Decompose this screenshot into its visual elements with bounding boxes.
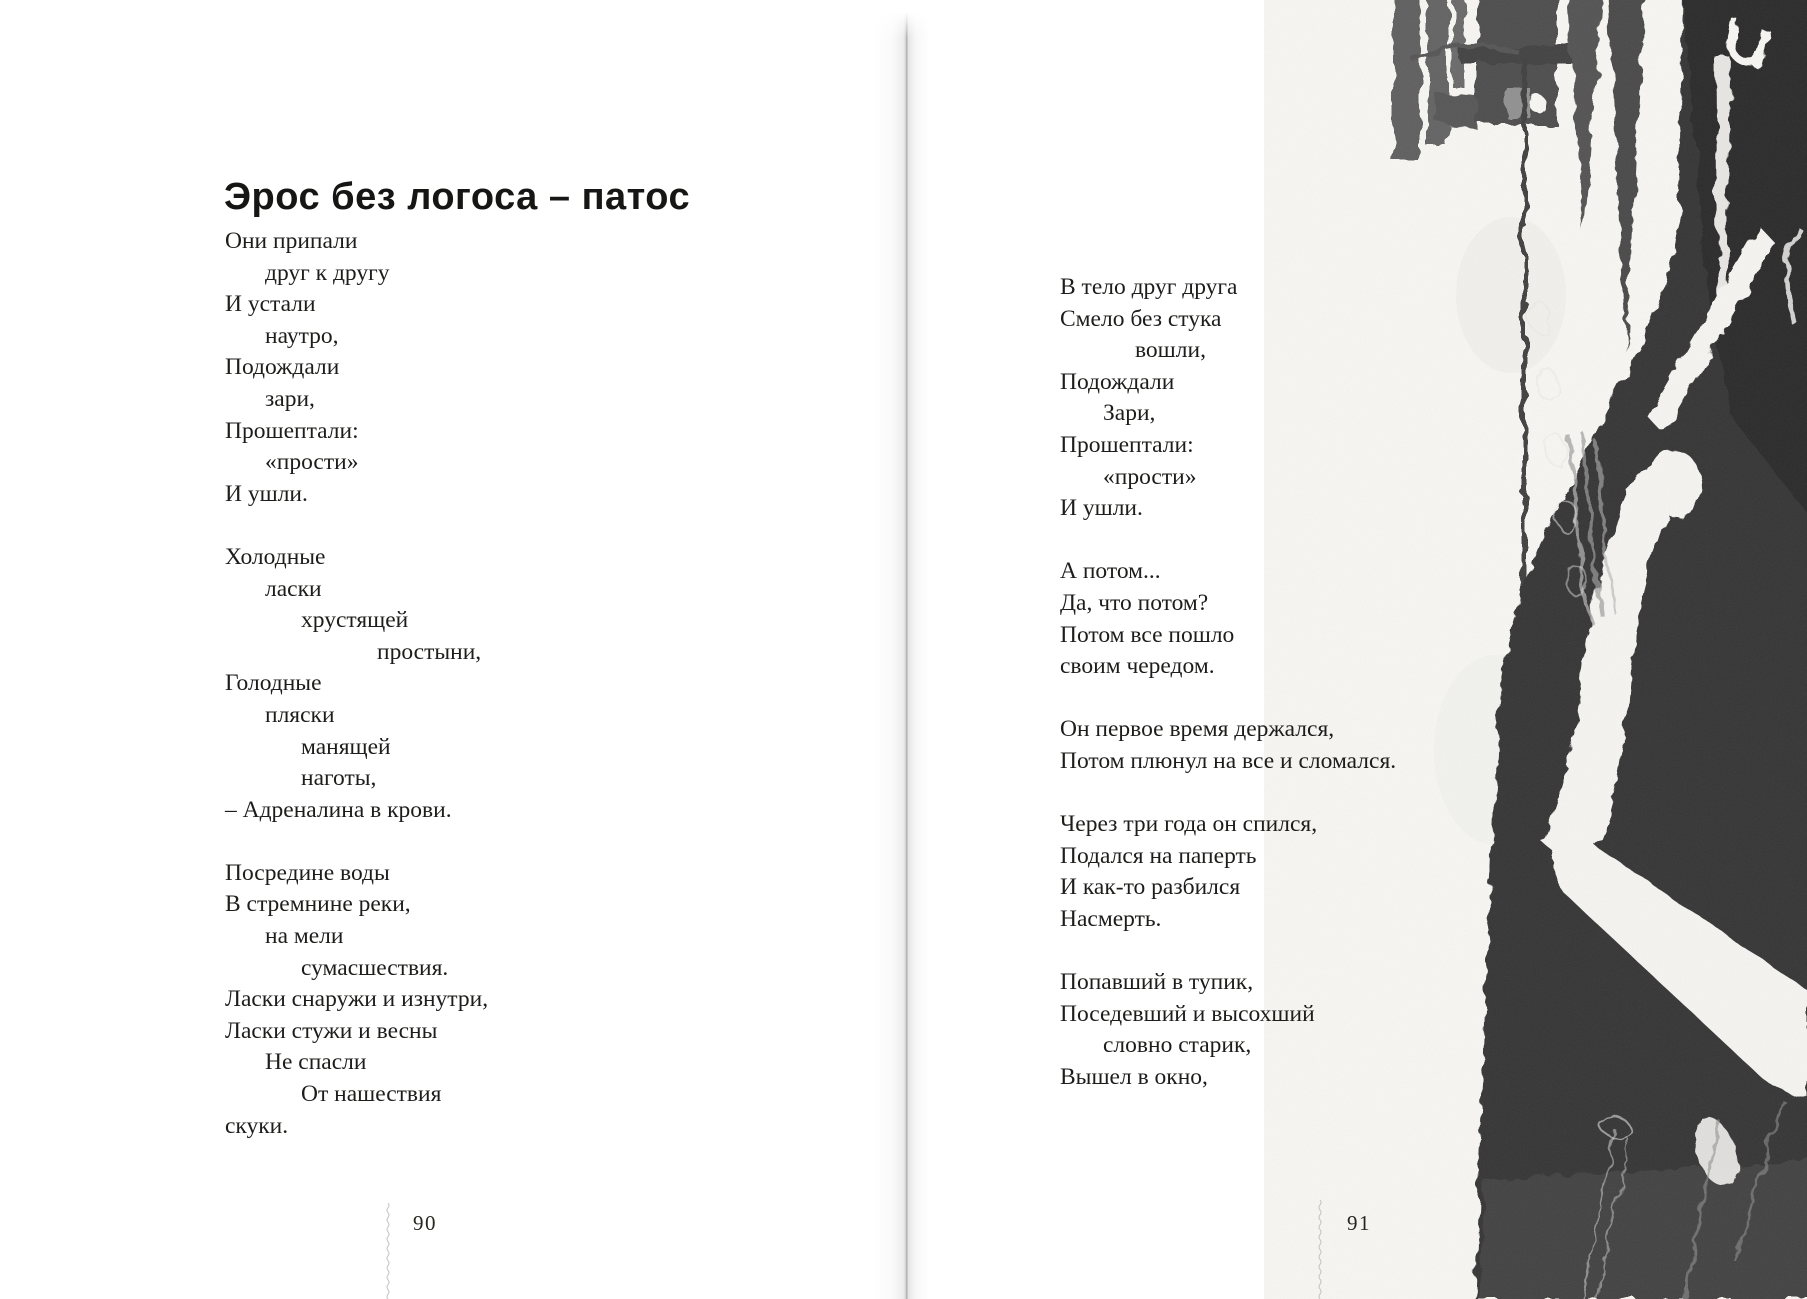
poem-stanza: [1060, 272, 1396, 525]
poem-line: А потом...: [1060, 558, 1161, 585]
poem-line: В стремнине реки,: [225, 891, 411, 918]
poem-line: Подождали: [225, 354, 340, 381]
poem-line: Поседевший и высохший: [1060, 1000, 1315, 1027]
poem-line: Вышел в окно,: [1060, 1063, 1208, 1090]
poem-line: И ушли.: [1060, 495, 1143, 522]
poem-line: «прости»: [1103, 463, 1197, 490]
poem-stanza: [1060, 809, 1396, 935]
poem-line: Зари,: [1103, 400, 1156, 427]
poem-line: вошли,: [1135, 337, 1206, 364]
poem-line: Он первое время держался,: [1060, 716, 1335, 743]
poem-line: сумасшествия.: [301, 954, 449, 981]
poem-line: Ласки стужи и весны: [225, 1017, 438, 1044]
poem-title: Эрос без логоса – патос: [224, 176, 691, 219]
poem-line: Ласки снаружи и изнутри,: [225, 986, 489, 1013]
poem-left-column: [225, 226, 488, 1142]
poem-line: манящей: [301, 733, 391, 760]
wavy-footer-mark-right: [1316, 1200, 1324, 1299]
poem-line: И ушли.: [225, 480, 308, 507]
poem-stanza: [225, 226, 488, 510]
poem-right-column: [1060, 272, 1396, 1093]
poem-line: словно старик,: [1103, 1032, 1252, 1059]
poem-line: «прости»: [265, 449, 359, 476]
poem-stanza: [1060, 714, 1396, 777]
poem-stanza: [1060, 556, 1396, 682]
poem-line: Не спасли: [265, 1049, 367, 1076]
poem-line: скуки.: [225, 1112, 289, 1139]
poem-line: Прошептали:: [225, 417, 359, 444]
poem-line: Попавший в тупик,: [1060, 969, 1254, 996]
poem-line: Подался на паперть: [1060, 842, 1257, 869]
poem-line: ласки: [265, 575, 322, 602]
poem-line: – Адреналина в крови.: [225, 796, 452, 823]
poem-line: пляски: [265, 701, 335, 728]
poem-line: наутро,: [265, 322, 339, 349]
poem-stanza: [225, 542, 488, 826]
book-gutter: [872, 12, 930, 1299]
poem-line: Через три года он спился,: [1060, 811, 1318, 838]
poem-line: В тело друг друга: [1060, 274, 1238, 300]
poem-stanza: [1060, 967, 1396, 1093]
wavy-footer-mark-left: [384, 1203, 392, 1299]
poem-line: Прошептали:: [1060, 431, 1194, 458]
poem-line: Да, что потом?: [1060, 589, 1209, 616]
poem-line: Они припали: [225, 228, 358, 254]
poem-line: наготы,: [301, 765, 377, 792]
poem-line: От нашествия: [301, 1081, 442, 1108]
poem-line: Смело без стука: [1060, 305, 1222, 332]
poem-line: Насмерть.: [1060, 905, 1162, 932]
poem-line: Потом все пошло: [1060, 621, 1235, 648]
poem-stanza: [225, 858, 488, 1142]
poem-line: Посредине воды: [225, 859, 390, 886]
page-number-right: 91: [1347, 1211, 1371, 1235]
poem-line: Подождали: [1060, 368, 1175, 395]
poem-line: И устали: [225, 291, 316, 318]
poem-line: хрустящей: [301, 607, 409, 634]
poem-line: друг к другу: [265, 259, 390, 286]
page-number-left: 90: [413, 1211, 437, 1235]
poem-line: на мели: [265, 923, 344, 950]
poem-line: Голодные: [225, 670, 322, 697]
poem-line: своим чередом.: [1060, 653, 1215, 680]
poem-line: Холодные: [225, 543, 326, 570]
poem-line: простыни,: [377, 638, 482, 665]
poem-line: И как-то разбился: [1060, 874, 1241, 901]
poem-line: Потом плюнул на все и сломался.: [1060, 747, 1397, 774]
poem-line: зари,: [265, 385, 315, 412]
